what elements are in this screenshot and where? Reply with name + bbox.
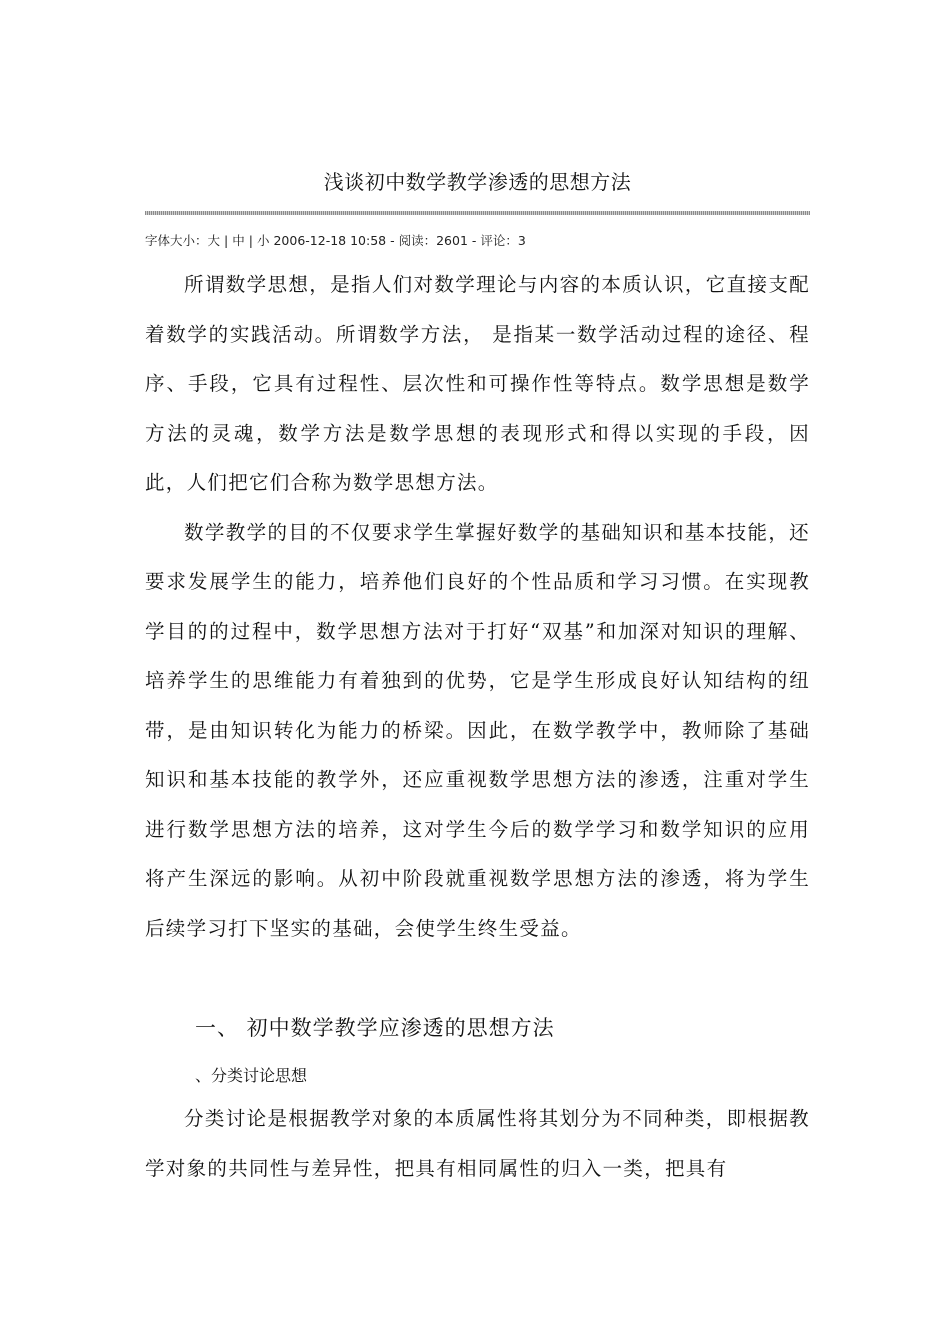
comments-count: 3 bbox=[517, 233, 526, 248]
title-divider bbox=[145, 211, 810, 215]
paragraph: 所谓数学思想，是指人们对数学理论与内容的本质认识，它直接支配着数学的实践活动。所谓数学方法， 是指某一数学活动过程的途径、程序、手段，它具有过程性、层次性和可操作性等特点。数学思想是数学方法的灵魂，数学方法是数学思想的表现形式和得以实现的手段，因此，人们把它们合称为数学思想方法。 bbox=[145, 273, 810, 494]
paragraph: 分类讨论是根据教学对象的本质属性将其划分为不同种类，即根据教学对象的共同性与差异性，把具有相同属性的归入一类，把具有 bbox=[145, 1107, 810, 1180]
paragraph: 数学教学的目的不仅要求学生掌握好数学的基础知识和基本技能，还要求发展学生的能力，培养他们良好的个性品质和学习习惯。在实现教学目的的过程中，数学思想方法对于打好“双基”和加深对知识的理解、培养学生的思维能力有着独到的优势，它是学生形成良好认知结构的纽带，是由知识转化为能力的桥梁。因此，在数学教学中，教师除了基础知识和基本技能的教学外，还应重视数学思想方法的渗透，注重对学生进行数学思想方法的培养，这对学生今后的数学学习和数学知识的应用将产生深远的影响。从初中阶段就重视数学思想方法的渗透，将为学生后续学习打下坚实的基础，会使学生终生受益。 bbox=[145, 520, 810, 940]
publish-datetime: 2006-12-18 10:58 bbox=[273, 233, 387, 248]
font-size-small-link[interactable]: 小 bbox=[256, 233, 270, 248]
meta-separator: | bbox=[248, 233, 253, 248]
reads-label: - 阅读： bbox=[386, 233, 437, 248]
font-size-label: 字体大小： bbox=[145, 233, 208, 248]
section-body bbox=[145, 1094, 810, 1193]
comments-label: - 评论： bbox=[467, 233, 518, 248]
reads-count: 2601 bbox=[436, 233, 468, 248]
article-title: 浅谈初中数学教学渗透的思想方法 bbox=[323, 170, 632, 194]
meta-separator: | bbox=[224, 233, 229, 248]
subsection-heading: 、分类讨论思想 bbox=[195, 1066, 308, 1085]
font-size-large-link[interactable]: 大 bbox=[207, 233, 221, 248]
article-body bbox=[145, 260, 810, 953]
section-heading: 一、 初中数学教学应渗透的思想方法 bbox=[195, 1016, 555, 1040]
article-meta bbox=[145, 232, 810, 250]
font-size-medium-link[interactable]: 中 bbox=[232, 233, 245, 248]
